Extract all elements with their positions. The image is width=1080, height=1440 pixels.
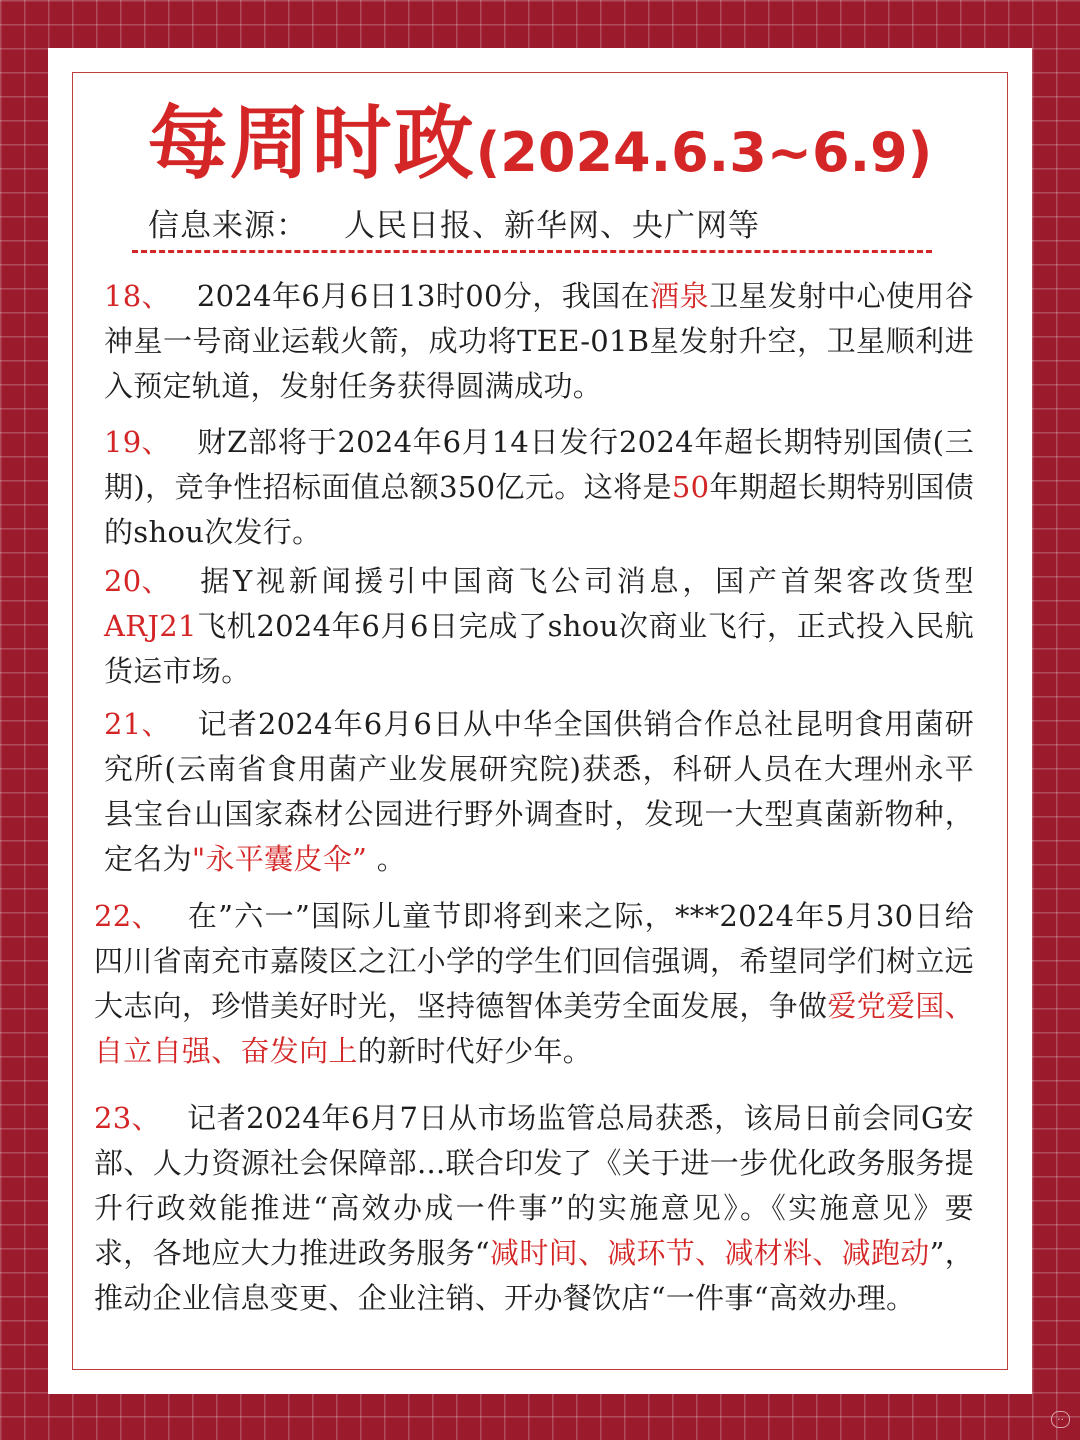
item-text: 。	[367, 842, 406, 876]
news-item	[104, 274, 974, 409]
watermark-badge: ··	[1051, 1411, 1070, 1428]
title-text: 每周时政	[147, 97, 476, 190]
item-number: 18、	[104, 279, 171, 313]
page-title	[48, 97, 1032, 190]
title-date-range: (2024.6.3~6.9)	[475, 121, 933, 184]
highlight-text: 50	[671, 470, 710, 504]
item-text: 记者2024年6月6日从中华全国供销合作总社昆明食用菌研究所(云南省食用菌产业发展研究院)获悉，科研人员在大理州永平县宝台山国家森材公园进行野外调查时，发现一大型真菌新物种，定名为	[104, 707, 974, 876]
item-text: 年期超长期特别国债的shou次发行。	[104, 470, 974, 549]
dashed-divider	[132, 250, 932, 253]
item-number: 22、	[94, 899, 161, 933]
item-text: 据Y视新闻援引中国商飞公司消息，国产首架客改货型	[196, 564, 974, 598]
item-text: 卫星发射中心使用谷神星一号商业运载火箭，成功将TEE-01B星发射升空，卫星顺利进入预定轨道，发射任务获得圆满成功。	[104, 279, 974, 403]
item-number: 23、	[94, 1101, 161, 1135]
source-label: 信息来源：	[148, 208, 308, 244]
item-text: 财Z部将于2024年6月14日发行2024年超长期特别国债(三期)，竞争性招标面值总额350亿元。这将是	[104, 425, 974, 504]
highlight-text: 酒泉	[650, 279, 710, 313]
news-item	[94, 1096, 974, 1321]
item-number: 19、	[104, 425, 171, 459]
source-line	[148, 200, 760, 245]
news-item	[104, 559, 974, 694]
highlight-text: "永平囊皮伞”	[191, 842, 368, 876]
news-item	[94, 894, 974, 1074]
item-text: 记者2024年6月7日从市场监管总局获悉，该局日前会同G安部、人力资源社会保障部...联合印发了《关于进一步优化政务服务提升行政效能推进“高效办成一件事”的实施意见》。《实施意见》要求，各地应大力推进政务服务“	[94, 1101, 974, 1270]
item-number: 20、	[104, 564, 171, 598]
item-text: ”，推动企业信息变更、企业注销、开办餐饮店“一件事“高效办理。	[94, 1236, 974, 1315]
highlight-text: 减时间、减环节、减材料、减跑动	[490, 1236, 930, 1270]
news-item	[104, 420, 974, 555]
highlight-text: 爱党爱国、自立自强、奋发向上	[94, 989, 974, 1068]
item-text: 在”六一”国际儿童节即将到来之际，***2024年5月30日给四川省南充市嘉陵区之江小学的学生们回信强调，希望同学们树立远大志向，珍惜美好时光，坚持德智体美劳全面发展，争做	[94, 899, 974, 1023]
item-text: 2024年6月6日13时00分，我国在	[196, 279, 651, 313]
source-value: 人民日报、新华网、央广网等	[344, 208, 760, 244]
item-text: 飞机2024年6月6日完成了shou次商业飞行，正式投入民航货运市场。	[104, 609, 974, 688]
highlight-text: ARJ21	[104, 609, 197, 643]
content-card	[48, 48, 1032, 1394]
item-text: 的新时代好少年。	[357, 1034, 593, 1068]
news-item	[104, 702, 974, 882]
item-number: 21、	[104, 707, 171, 741]
